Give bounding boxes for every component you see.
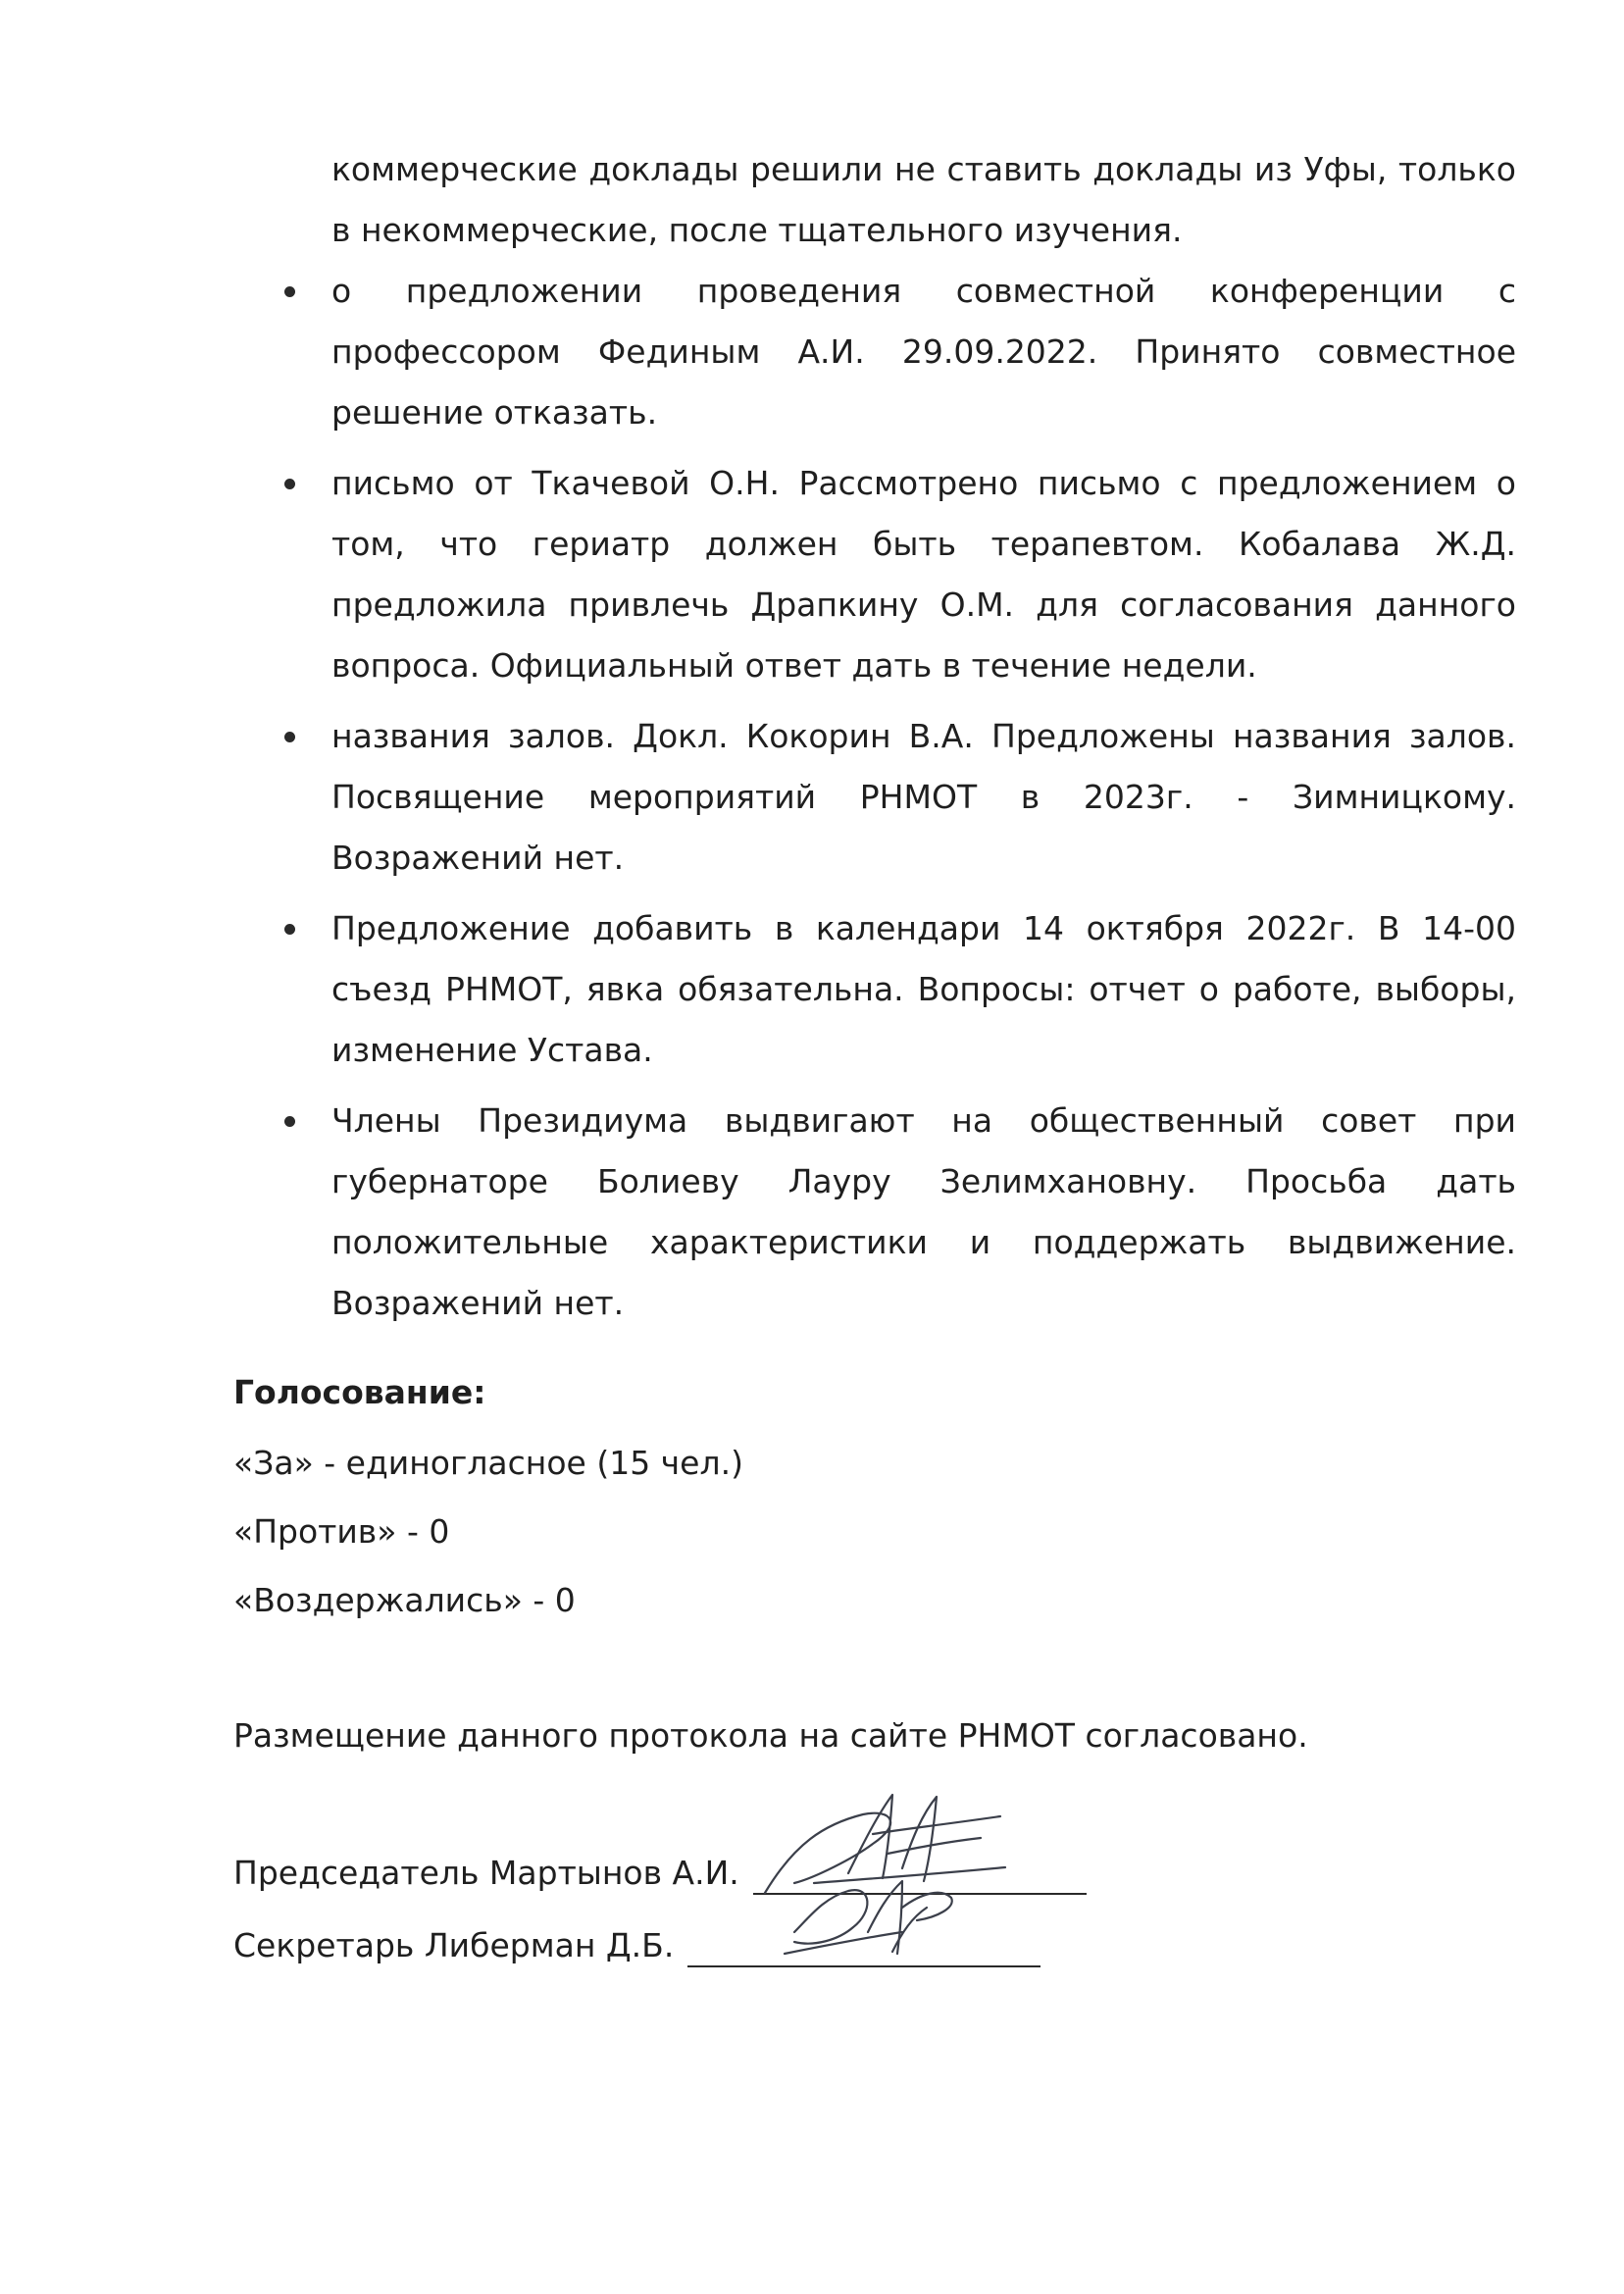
vote-against: «Против» - 0 bbox=[233, 1512, 450, 1551]
bullet-text: Предложение добавить в календари 14 октября 2022г. В 14-00 съезд РНМОТ, явка обязательна. Вопросы: отчет о работе, выборы, изменение Устава. bbox=[331, 909, 1516, 1069]
bullet-text: названия залов. Докл. Кокорин В.А. Предложены названия залов. Посвящение мероприятий РНМОТ в 2023г. - Зимницкому. Возражений нет. bbox=[331, 717, 1516, 877]
bullet-text: о предложении проведения совместной конференции с профессором Фединым А.И. 29.09.2022. Принято совместное решение отказать. bbox=[331, 272, 1516, 432]
vote-for: «За» - единогласное (15 чел.) bbox=[233, 1444, 743, 1482]
bullet-item bbox=[331, 1091, 1516, 1334]
bullet-text: Члены Президиума выдвигают на общественный совет при губернаторе Болиеву Лауру Зелимхановну. Просьба дать положительные характеристики и поддержать выдвижение. Возражений нет. bbox=[331, 1101, 1516, 1322]
intro-paragraph: коммерческие доклады решили не ставить доклады из Уфы, только в некоммерческие, после тщательного изучения. bbox=[331, 150, 1516, 249]
handwritten-signature-icon bbox=[755, 1785, 1030, 1981]
publication-note: Размещение данного протокола на сайте РНМОТ согласовано. bbox=[233, 1716, 1308, 1755]
bullet-dot-icon bbox=[284, 1116, 295, 1127]
bullet-item bbox=[331, 261, 1516, 443]
bullet-item bbox=[331, 453, 1516, 696]
bullet-text: письмо от Ткачевой О.Н. Рассмотрено письмо с предложением о том, что гериатр должен быть терапевтом. Кобалава Ж.Д. предложила привлечь Драпкину О.М. для согласования данного вопроса. Официальный ответ дать в течение недели. bbox=[331, 464, 1516, 685]
bullet-dot-icon bbox=[284, 286, 295, 297]
vote-abstained: «Воздержались» - 0 bbox=[233, 1581, 576, 1619]
chairman-label: Председатель Мартынов А.И. bbox=[233, 1854, 739, 1892]
secretary-label: Секретарь Либерман Д.Б. bbox=[233, 1926, 675, 1964]
bullet-item bbox=[331, 898, 1516, 1081]
bullet-dot-icon bbox=[284, 479, 295, 489]
bullet-item bbox=[331, 706, 1516, 889]
bullet-dot-icon bbox=[284, 924, 295, 935]
agenda-bullet-list bbox=[331, 261, 1516, 1344]
voting-heading: Голосование: bbox=[233, 1373, 486, 1411]
bullet-dot-icon bbox=[284, 732, 295, 742]
